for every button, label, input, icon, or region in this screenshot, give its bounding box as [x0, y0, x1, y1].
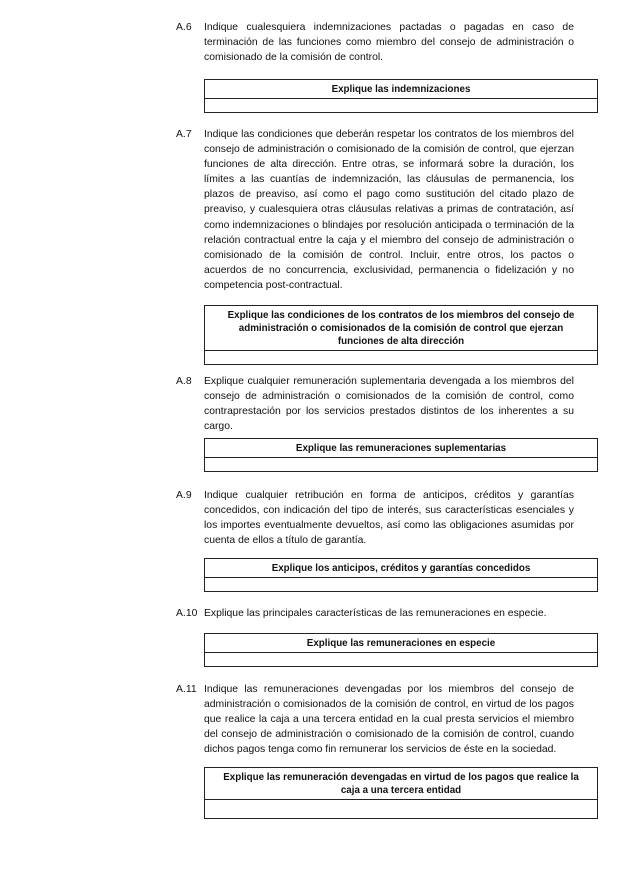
section-text: Indique las remuneraciones devengadas por los miembros del consejo de administración o comisionados de la comisión de control, en virtud de los pagos que realice la caja a una tercera entidad en la cual presta servicios el miembro del consejo de administración o comisionado de la comisión de control, cuando dichos pagos tenga como fin remunerar los servicios de éste en la sociedad. — [204, 684, 574, 756]
section-text: Explique las principales características de las remuneraciones en especie. — [204, 608, 547, 619]
section-a8 — [176, 374, 602, 454]
section-a7 — [176, 127, 602, 347]
section-number: A.6 — [176, 22, 192, 33]
section-a6 — [176, 20, 602, 95]
section-number: A.7 — [176, 129, 192, 140]
answer-box-remuneraciones-especie — [204, 633, 598, 667]
section-number: A.9 — [176, 490, 192, 501]
answer-box-field[interactable] — [205, 458, 597, 471]
section-text: Indique cualquier retribución en forma de anticipos, créditos y garantías concedidos, con indicación del tipo de interés, sus características esenciales y los importes eventualmente devueltos, así como las obligaciones asumidas por cuenta de ellos a título de garantía. — [204, 490, 574, 547]
answer-box-field[interactable] — [205, 653, 597, 666]
section-text: Explique cualquier remuneración suplementaria devengada a los miembros del consejo de administración o comisionados de la comisión de control, como contraprestación por los servicios prestados distintos de los inherentes a su cargo. — [204, 376, 574, 433]
answer-box-field[interactable] — [205, 351, 597, 364]
answer-box-title: Explique las remuneraciones en especie — [205, 634, 597, 653]
section-a9 — [176, 488, 602, 574]
answer-box-anticipos-creditos — [204, 558, 598, 592]
answer-box-remuneracion-tercera-entidad — [204, 767, 598, 819]
answer-box-indemnizaciones — [204, 79, 598, 113]
answer-box-title: Explique las remuneración devengadas en virtud de los pagos que realice la caja a una tercera entidad — [205, 768, 597, 800]
answer-box-field[interactable] — [205, 99, 597, 112]
answer-box-title: Explique las condiciones de los contratos de los miembros del consejo de administración o comisionados de la comisión de control que ejerzan funciones de alta dirección — [205, 306, 597, 351]
section-a10 — [176, 606, 602, 649]
section-a11 — [176, 682, 602, 796]
section-number: A.10 — [176, 608, 198, 619]
section-number: A.8 — [176, 376, 192, 387]
answer-box-field[interactable] — [205, 800, 597, 818]
answer-box-title: Explique las remuneraciones suplementarias — [205, 439, 597, 458]
section-text: Indique las condiciones que deberán respetar los contratos de los miembros del consejo de administración o comisionado de la comisión de control, que ejerzan funciones de alta dirección. Entre otras, se informará sobre la duración, los límites a las cuantías de indemnización, las cláusulas de permanencia, los plazos de preaviso, así como el pago como sustitución del citado plazo de preaviso, y cualesquiera otras cláusulas relativas a primas de contratación, así como indemnizaciones o blindajes por resolución anticipada o terminación de la relación contractual entre la caja y el miembro del consejo de administración o comisionado de la comisión de control. Incluir, entre otros, los pactos o acuerdos de no concurrencia, exclusividad, permanencia o fidelización y no competencia post-contractual. — [204, 129, 574, 291]
answer-box-title: Explique los anticipos, créditos y garantías concedidos — [205, 559, 597, 578]
section-text: Indique cualesquiera indemnizaciones pactadas o pagadas en caso de terminación de las funciones como miembro del consejo de administración o comisionado de la comisión de control. — [204, 22, 574, 64]
section-number: A.11 — [176, 684, 197, 695]
answer-box-title: Explique las indemnizaciones — [205, 80, 597, 99]
answer-box-condiciones-contratos — [204, 305, 598, 365]
answer-box-field[interactable] — [205, 578, 597, 591]
answer-box-remuneraciones-suplementarias — [204, 438, 598, 472]
